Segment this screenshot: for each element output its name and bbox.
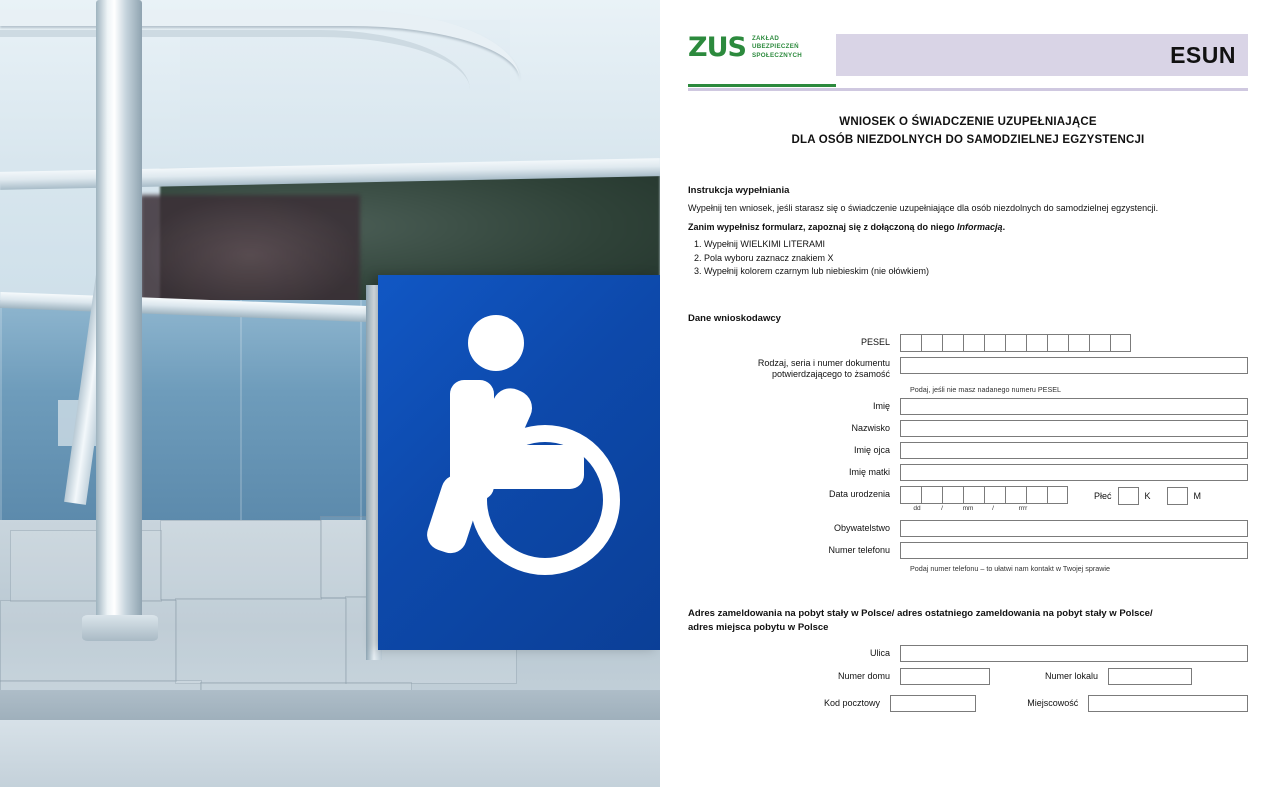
birth-date-mm: mm <box>962 504 974 512</box>
pesel-box[interactable] <box>963 334 984 352</box>
pesel-box[interactable] <box>900 334 921 352</box>
label-id-document: Rodzaj, seria i numer dokumentu potwierdzającego to żsamość <box>757 357 890 379</box>
label-street: Ulica <box>869 647 890 658</box>
birth-date-group <box>900 486 1201 512</box>
zus-logo-line2: UBEZPIECZEŃ <box>751 43 799 51</box>
zus-logo-line1: ZAKŁAD <box>751 34 780 42</box>
field-row-mother-name <box>688 464 1248 481</box>
city-input[interactable] <box>1088 695 1248 712</box>
field-row-street <box>688 645 1248 662</box>
field-row-id-document <box>688 357 1248 380</box>
address-heading-line2: adres miejsca pobytu w Polsce <box>688 621 829 633</box>
sex-option-female-label: K <box>1144 490 1151 501</box>
sex-group <box>1094 486 1201 505</box>
field-row-birth-date <box>688 486 1248 512</box>
pesel-box[interactable] <box>1047 334 1068 352</box>
pesel-box[interactable] <box>1068 334 1089 352</box>
instruction-rule: 3. Wypełnij kolorem czarnym lub niebieskim (nie ołówkiem) <box>704 265 1248 279</box>
pavement-tile <box>175 598 347 684</box>
zus-logo-line3: SPOŁECZNYCH <box>751 51 803 59</box>
birth-date-box[interactable] <box>1047 486 1068 504</box>
instructions-note <box>688 221 1248 234</box>
field-row-father-name <box>688 442 1248 459</box>
zus-logo-text <box>752 35 802 61</box>
photo-hedge-secondary <box>140 195 360 315</box>
wheelchair-sign-panel <box>378 275 660 650</box>
citizenship-input[interactable] <box>900 520 1248 537</box>
instructions-note-pre: Zanim wypełnisz formularz, zapoznaj się z dołączoną do niego <box>688 222 958 232</box>
pesel-box[interactable] <box>1026 334 1047 352</box>
handrail-post-base <box>82 615 158 641</box>
sex-option-male-label: M <box>1193 490 1202 501</box>
birth-date-box[interactable] <box>900 486 921 504</box>
esun-form-document <box>660 0 1280 787</box>
form-content <box>688 34 1248 718</box>
page-title <box>688 113 1248 149</box>
pesel-box[interactable] <box>942 334 963 352</box>
wheelchair-icon-head <box>468 315 524 371</box>
pesel-box[interactable] <box>984 334 1005 352</box>
page-title-line2: DLA OSÓB NIEZDOLNYCH DO SAMODZIELNEJ EGZYSTENCJI <box>791 134 1145 146</box>
pesel-box[interactable] <box>1089 334 1110 352</box>
label-first-name: Imię <box>872 400 890 411</box>
sex-checkbox-female[interactable] <box>1118 487 1139 505</box>
house-number-input[interactable] <box>900 668 990 685</box>
label-citizenship: Obywatelstwo <box>833 522 890 533</box>
zus-logo-mark: ZUS <box>688 32 746 63</box>
father-name-input[interactable] <box>900 442 1248 459</box>
field-row-pesel <box>688 334 1248 352</box>
sex-checkbox-male[interactable] <box>1167 487 1188 505</box>
birth-date-box[interactable] <box>942 486 963 504</box>
postal-code-input[interactable] <box>890 695 976 712</box>
birth-date-box[interactable] <box>1026 486 1047 504</box>
label-mother-name: Imię matki <box>848 466 890 477</box>
label-pesel: PESEL <box>860 336 890 347</box>
field-row-first-name <box>688 398 1248 415</box>
instruction-rule: 1. Wypełnij WIELKIMI LITERAMI <box>704 238 1248 252</box>
photo-lower-step <box>0 720 660 787</box>
instructions-heading: Instrukcja wypełniania <box>688 185 790 196</box>
birth-date-box[interactable] <box>984 486 1005 504</box>
handrail-vertical-post <box>96 0 142 630</box>
label-birth-date: Data urodzenia <box>828 488 890 499</box>
label-city: Miejscowość <box>1027 698 1079 708</box>
birth-date-sep2: / <box>992 504 994 512</box>
birth-date-dd: dd <box>913 504 921 512</box>
form-code-label: ESUN <box>1170 41 1236 68</box>
pesel-box[interactable] <box>1110 334 1131 352</box>
hint-id-document: Podaj, jeśli nie masz nadanego numeru PESEL <box>910 384 1062 394</box>
field-row-phone <box>688 542 1248 559</box>
pavement-tile <box>160 520 322 600</box>
header-rule-green <box>688 84 836 87</box>
street-input[interactable] <box>900 645 1248 662</box>
address-heading-line1: Adres zameldowania na pobyt stały w Polsce/ adres ostatniego zameldowania na pobyt stały w Polsce/ <box>688 607 1153 619</box>
birth-date-sep1: / <box>941 504 943 512</box>
field-row-last-name <box>688 420 1248 437</box>
field-row-citizenship <box>688 520 1248 537</box>
flat-number-input[interactable] <box>1108 668 1192 685</box>
form-header <box>688 34 1248 86</box>
label-father-name: Imię ojca <box>853 444 890 455</box>
instructions-paragraph: Wypełnij ten wniosek, jeśli starasz się o świadczenie uzupełniające dla osób niezdolnych do samodzielnej egzystencji. <box>688 203 1159 213</box>
address-section-heading <box>688 607 1248 635</box>
pesel-input[interactable] <box>900 334 1131 352</box>
page-title-line1: WNIOSEK O ŚWIADCZENIE UZUPEŁNIAJĄCE <box>839 116 1097 128</box>
last-name-input[interactable] <box>900 420 1248 437</box>
label-postal-code: Kod pocztowy <box>823 698 880 708</box>
instructions-note-post: . <box>1002 222 1006 232</box>
birth-date-boxes[interactable] <box>900 486 1068 504</box>
instruction-rule: 2. Pola wyboru zaznacz znakiem X <box>704 252 1248 266</box>
first-name-input[interactable] <box>900 398 1248 415</box>
pavement-tile <box>0 600 177 682</box>
photo-step-edge <box>0 690 660 720</box>
birth-date-box[interactable] <box>1005 486 1026 504</box>
label-house-number: Numer domu <box>837 671 890 681</box>
id-document-input[interactable] <box>900 357 1248 374</box>
label-last-name: Nazwisko <box>851 422 890 433</box>
birth-date-rrrr: rrrr <box>1018 504 1028 512</box>
birth-date-box[interactable] <box>921 486 942 504</box>
phone-input[interactable] <box>900 542 1248 559</box>
form-code-banner <box>836 34 1248 76</box>
birth-date-input[interactable] <box>900 486 1068 512</box>
label-phone: Numer telefonu <box>828 544 890 555</box>
zus-logo <box>688 34 836 61</box>
label-flat-number: Numer lokalu <box>1044 671 1098 681</box>
applicant-section-heading: Dane wnioskodawcy <box>688 312 781 324</box>
pesel-box[interactable] <box>921 334 942 352</box>
instructions-note-em: Informacją <box>957 222 1003 232</box>
handrail-top-curve-shadow <box>0 30 470 90</box>
birth-date-format-hint <box>902 505 1068 512</box>
field-row-postal-city <box>688 695 1248 712</box>
wheelchair-icon-thigh <box>474 445 584 489</box>
instructions-rules <box>688 238 1248 279</box>
mother-name-input[interactable] <box>900 464 1248 481</box>
hint-phone: Podaj numer telefonu – to ułatwi nam kontakt w Twojej sprawie <box>910 563 1111 573</box>
header-rule <box>688 88 1248 91</box>
label-sex: Płeć <box>1094 490 1112 501</box>
field-row-house-flat <box>688 668 1248 685</box>
birth-date-box[interactable] <box>963 486 984 504</box>
pesel-box[interactable] <box>1005 334 1026 352</box>
